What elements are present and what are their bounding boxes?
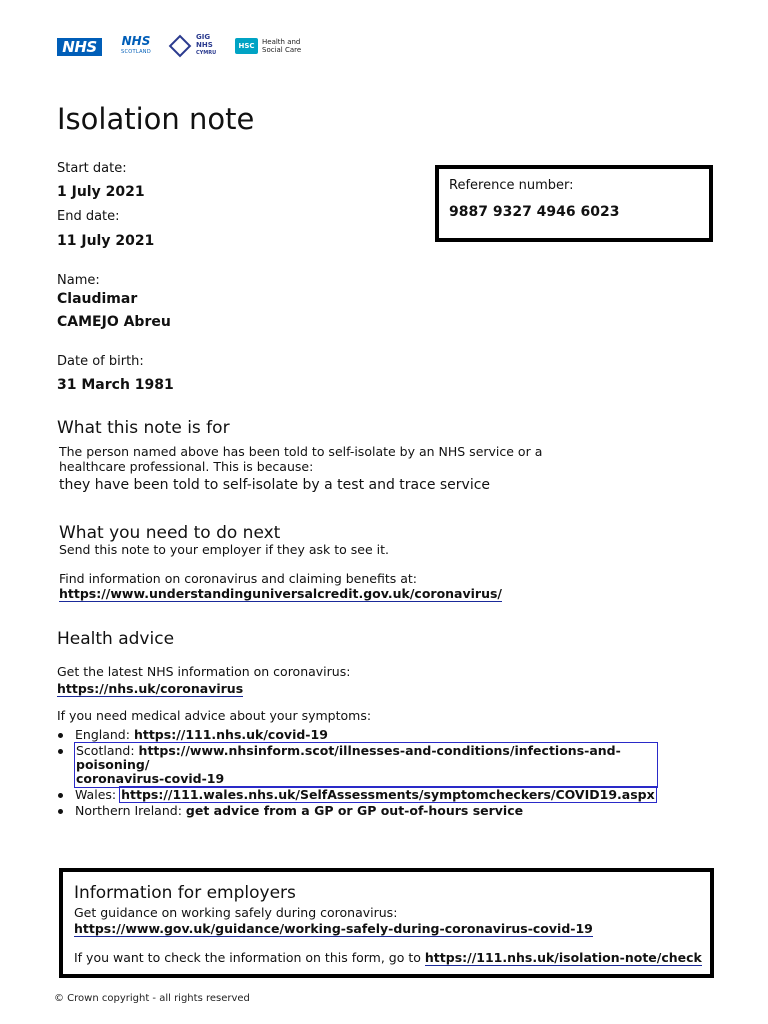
nhs-scotland-logo-top: NHS <box>121 34 151 48</box>
advice-link-scotland-cont[interactable]: coronavirus-covid-19 <box>76 771 225 786</box>
advice-list <box>57 727 657 819</box>
nhs-scotland-logo-bottom: SCOTLAND <box>121 49 151 55</box>
reference-box <box>435 165 713 242</box>
wales-line-3: CYMRU <box>196 50 217 56</box>
benefits-link[interactable]: https://www.understandinguniversalcredit.gov.uk/coronavirus/ <box>59 586 502 601</box>
hsc-logo-text <box>262 38 301 54</box>
employers-box <box>59 868 714 978</box>
nhs-scotland-logo <box>118 35 154 61</box>
wales-line-2: NHS <box>196 41 213 49</box>
nhs-wales-logo <box>170 33 218 61</box>
end-date-value: 11 July 2021 <box>57 233 155 249</box>
dob-value: 31 March 1981 <box>57 377 174 393</box>
footer-copyright: © Crown copyright - all rights reserved <box>54 993 250 1004</box>
start-date-label: Start date: <box>57 161 127 176</box>
last-name: CAMEJO Abreu <box>57 314 171 330</box>
hsc-logo <box>235 38 305 58</box>
advice-item-wales <box>57 787 657 803</box>
advice-scotland-box[interactable] <box>75 743 657 787</box>
page-title: Isolation note <box>57 102 255 136</box>
send-note-text: Send this note to your employer if they ask to see it. <box>59 542 389 557</box>
reference-label: Reference number: <box>449 178 574 193</box>
advice-text-northern-ireland: get advice from a GP or GP out-of-hours service <box>185 803 524 818</box>
advice-link-scotland[interactable]: https://www.nhsinform.scot/illnesses-and-conditions/infections-and-poisoning/ <box>76 743 621 772</box>
advice-region-scotland: Scotland: <box>76 743 135 758</box>
start-date-value: 1 July 2021 <box>57 184 145 200</box>
dob-label: Date of birth: <box>57 354 144 369</box>
latest-info-text: Get the latest NHS information on coronavirus: <box>57 664 351 679</box>
name-label: Name: <box>57 273 100 288</box>
hsc-line-1: Health and <box>262 38 301 46</box>
first-name: Claudimar <box>57 291 138 307</box>
guidance-text: Get guidance on working safely during coronavirus: <box>74 905 398 920</box>
wales-line-1: GIG <box>196 33 211 41</box>
medical-advice-text: If you need medical advice about your symptoms: <box>57 708 372 723</box>
check-link[interactable]: https://111.nhs.uk/isolation-note/check <box>424 950 702 965</box>
advice-region-england: England: <box>75 727 130 742</box>
purpose-heading: What this note is for <box>57 418 230 438</box>
check-text: If you want to check the information on this form, go to <box>74 950 421 965</box>
advice-item-northern-ireland <box>57 803 657 819</box>
advice-item-england <box>57 727 657 743</box>
advice-link-england[interactable]: https://111.nhs.uk/covid-19 <box>133 727 328 742</box>
advice-link-wales[interactable]: https://111.wales.nhs.uk/SelfAssessments/symptomcheckers/COVID19.aspx <box>121 787 655 802</box>
reference-number: 9887 9327 4946 6023 <box>449 204 620 220</box>
benefits-text: Find information on coronavirus and claiming benefits at: <box>59 571 417 586</box>
purpose-intro-line-1: The person named above has been told to self-isolate by an NHS service or a <box>59 444 543 459</box>
nhs-coronavirus-link[interactable]: https://nhs.uk/coronavirus <box>57 681 244 696</box>
health-advice-heading: Health advice <box>57 629 175 649</box>
purpose-intro-line-2: healthcare professional. This is because: <box>59 459 314 474</box>
purpose-reason: they have been told to self-isolate by a test and trace service <box>59 477 491 493</box>
wales-diamond-icon <box>169 35 192 58</box>
next-steps-heading: What you need to do next <box>59 523 281 543</box>
advice-region-wales: Wales: <box>75 787 117 802</box>
advice-region-northern-ireland: Northern Ireland: <box>75 803 182 818</box>
nhs-logo: NHS <box>57 38 102 56</box>
employers-heading: Information for employers <box>74 883 296 903</box>
hsc-line-2: Social Care <box>262 46 302 54</box>
hsc-badge: HSC <box>235 38 258 54</box>
check-row <box>74 950 702 965</box>
nhs-wales-logo-text <box>196 33 216 57</box>
advice-item-scotland <box>57 743 657 787</box>
end-date-label: End date: <box>57 209 120 224</box>
guidance-link[interactable]: https://www.gov.uk/guidance/working-safely-during-coronavirus-covid-19 <box>74 921 593 936</box>
